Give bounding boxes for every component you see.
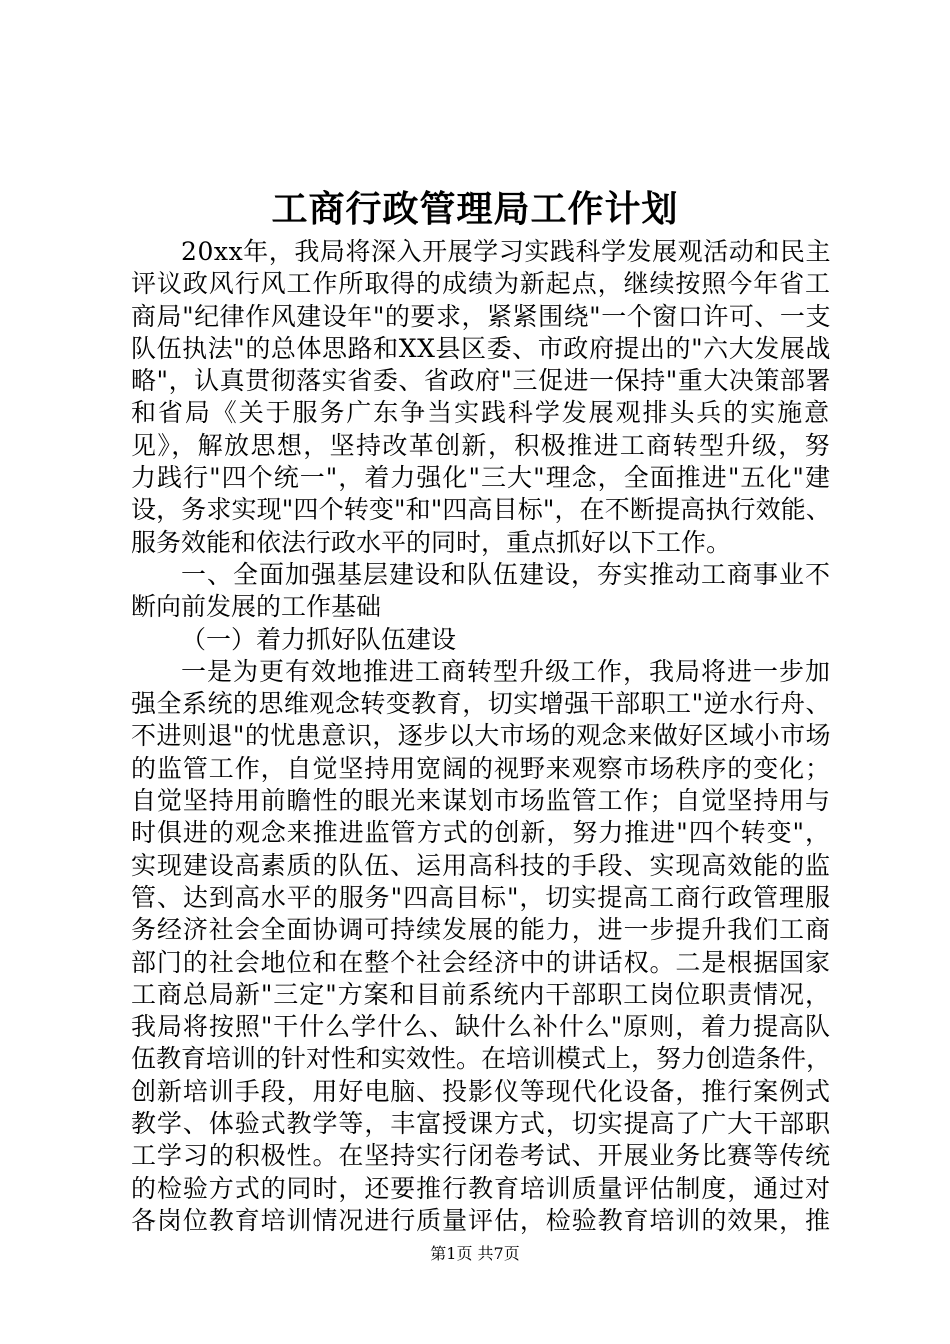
body-line: 工商总局新"三定"方案和目前系统内干部职工岗位职责情况， (131, 979, 831, 1009)
body-line: 略"，认真贯彻落实省委、省政府"三促进一保持"重大决策部署 (131, 366, 831, 396)
body-line: 力践行"四个统一"，着力强化"三大"理念，全面推进"五化"建 (131, 463, 831, 493)
body-line: 商局"纪律作风建设年"的要求，紧紧围绕"一个窗口许可、一支 (131, 301, 831, 331)
body-line: 部门的社会地位和在整个社会经济中的讲话权。二是根据国家 (131, 947, 831, 977)
body-line: 工学习的积极性。在坚持实行闭卷考试、开展业务比赛等传统 (131, 1141, 831, 1171)
body-line: 管、达到高水平的服务"四高目标"，切实提高工商行政管理服 (131, 882, 831, 912)
body-line: 时俱进的观念来推进监管方式的创新，努力推进"四个转变"， (131, 818, 831, 848)
body-line: 创新培训手段，用好电脑、投影仪等现代化设备，推行案例式 (131, 1076, 831, 1106)
body-line: 一、全面加强基层建设和队伍建设，夯实推动工商事业不 (181, 559, 831, 589)
body-line: 设，务求实现"四个转变"和"四高目标"，在不断提高执行效能、 (131, 495, 831, 525)
body-line: 的检验方式的同时，还要推行教育培训质量评估制度，通过对 (131, 1173, 831, 1203)
body-line: 伍教育培训的针对性和实效性。在培训模式上，努力创造条件， (131, 1044, 831, 1074)
body-line: （一）着力抓好队伍建设 (181, 624, 457, 654)
body-line: 见》，解放思想，坚持改革创新，积极推进工商转型升级，努 (131, 430, 831, 460)
body-line: 队伍执法"的总体思路和XX县区委、市政府提出的"六大发展战 (131, 333, 831, 363)
body-line: 服务效能和依法行政水平的同时，重点抓好以下工作。 (131, 527, 732, 557)
body-line: 评议政风行风工作所取得的成绩为新起点，继续按照今年省工 (131, 269, 831, 299)
body-line: 的监管工作，自觉坚持用宽阔的视野来观察市场秩序的变化； (131, 753, 831, 783)
body-line: 实现建设高素质的队伍、运用高科技的手段、实现高效能的监 (131, 850, 831, 880)
body-line: 20xx年，我局将深入开展学习实践科学发展观活动和民主 (181, 237, 831, 266)
body-line: 各岗位教育培训情况进行质量评估，检验教育培训的效果，推 (131, 1205, 831, 1235)
document-body (131, 236, 831, 1237)
page-footer: 第1页 共7页 (430, 1244, 520, 1263)
body-line: 一是为更有效地推进工商转型升级工作，我局将进一步加 (181, 656, 831, 686)
body-line: 强全系统的思维观念转变教育，切实增强干部职工"逆水行舟、 (131, 689, 831, 719)
body-line: 我局将按照"干什么学什么、缺什么补什么"原则，着力提高队 (131, 1012, 831, 1042)
document-title: 工商行政管理局工作计划 (271, 188, 679, 230)
body-line: 自觉坚持用前瞻性的眼光来谋划市场监管工作；自觉坚持用与 (131, 786, 831, 816)
body-line: 和省局《关于服务广东争当实践科学发展观排头兵的实施意 (131, 398, 831, 428)
body-line: 断向前发展的工作基础 (131, 592, 382, 622)
body-line: 务经济社会全面协调可持续发展的能力，进一步提升我们工商 (131, 915, 831, 945)
body-line: 教学、体验式教学等，丰富授课方式，切实提高了广大干部职 (131, 1109, 831, 1139)
body-line: 不进则退"的忧患意识，逐步以大市场的观念来做好区域小市场 (131, 721, 831, 751)
